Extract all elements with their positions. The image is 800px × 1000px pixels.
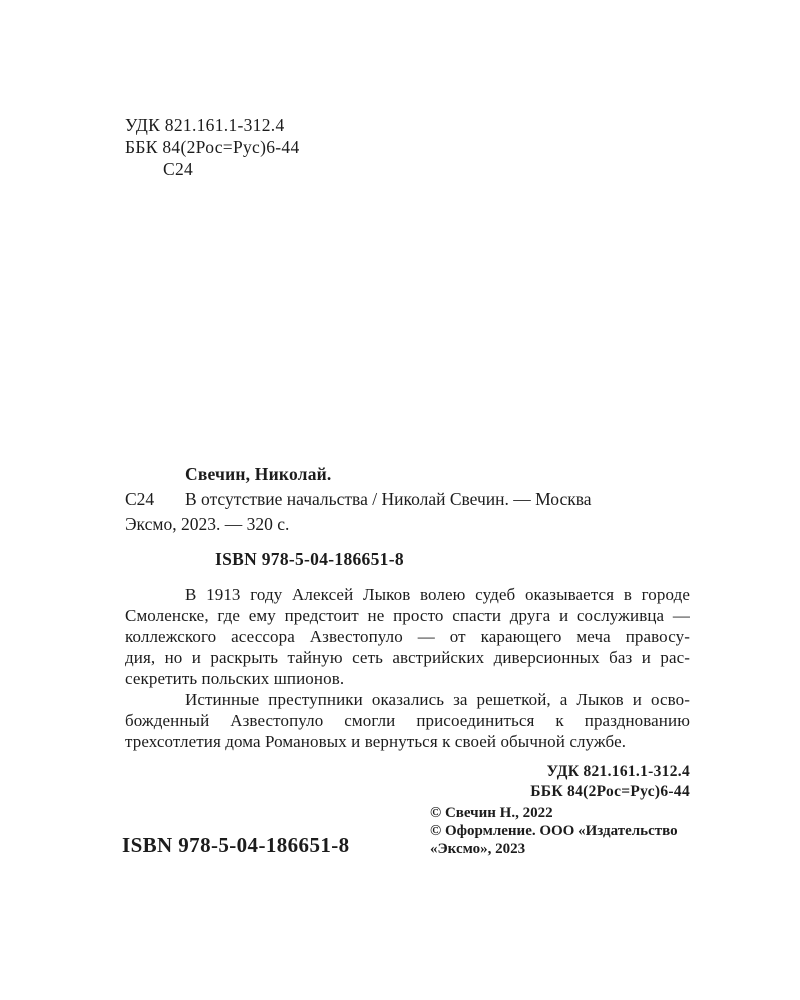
text-line: божденный Азвестопуло смогли присоединиться к празднованию (125, 711, 690, 730)
bbk-code-right: ББК 84(2Рос=Рус)6-44 (530, 783, 690, 800)
bbk-code-top: ББК 84(2Рос=Рус)6-44 (125, 137, 300, 157)
text-line: трехсотлетия дома Романовых и вернуться к своей обычной службе. (125, 732, 627, 751)
text-line: Истинные преступники оказались за решеткой, а Лыков и осво- (185, 690, 690, 709)
text-line: коллежского асессора Азвестопуло — от карающего меча правосу- (125, 627, 690, 646)
text-line: Смоленске, где ему предстоит не просто спасти друга и сослуживца — (125, 606, 690, 625)
annotation-paragraph-2 (125, 689, 690, 752)
text-line: © Свечин Н., 2022 (430, 805, 553, 821)
codes-right-block (125, 762, 690, 802)
author-sign-top: С24 (163, 159, 194, 179)
catalog-card (125, 462, 690, 802)
text-line: © Оформление. ООО «Издательство (430, 823, 678, 839)
text-line: дия, но и раскрыть тайную сеть австрийских диверсионных баз и рас- (125, 648, 690, 667)
footer-isbn: ISBN 978-5-04-186651-8 (122, 833, 350, 857)
author-sign-card: С24 (125, 489, 155, 509)
footer-copyright-block (430, 804, 710, 858)
card-title-line-1: В отсутствие начальства / Николай Свечин. — Москва (185, 489, 592, 509)
top-codes-block (125, 114, 300, 180)
card-isbn: ISBN 978-5-04-186651-8 (215, 549, 404, 569)
text-line: В 1913 году Алексей Лыков волею судеб оказывается в городе (185, 585, 690, 604)
udk-code-right: УДК 821.161.1-312.4 (546, 763, 690, 780)
text-line: секретить польских шпионов. (125, 669, 345, 688)
card-author: Свечин, Николай. (185, 464, 332, 484)
card-title-line-2: Эксмо, 2023. — 320 с. (125, 514, 290, 534)
udk-code-top: УДК 821.161.1-312.4 (125, 115, 285, 135)
card-title-row (125, 487, 690, 512)
text-line: «Эксмо», 2023 (430, 841, 526, 857)
annotation-paragraph-1 (125, 584, 690, 689)
